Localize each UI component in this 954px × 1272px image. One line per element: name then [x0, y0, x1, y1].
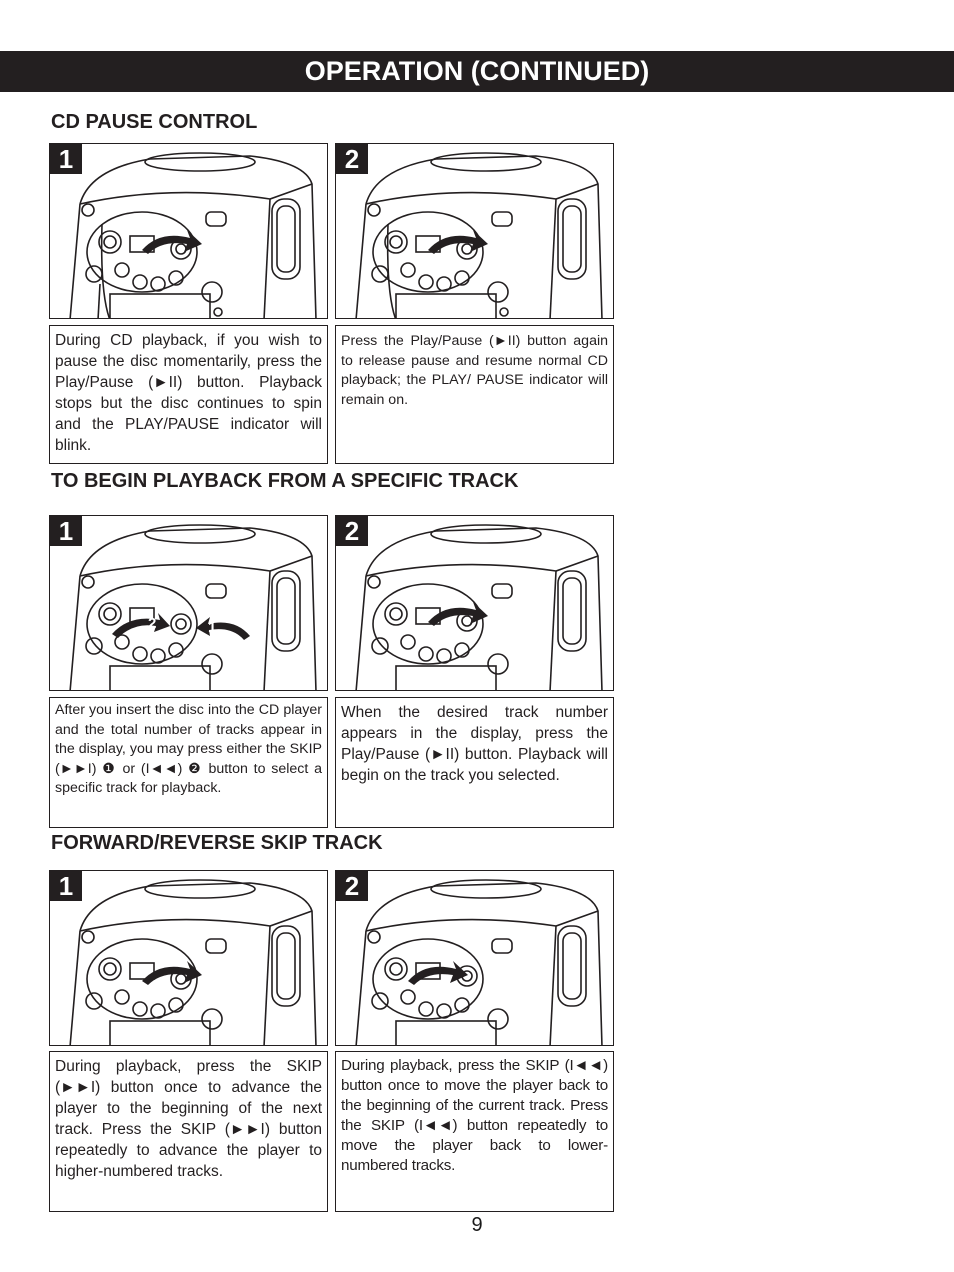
karaoke-player-illustration — [336, 871, 614, 1046]
section-title-cd-pause: CD PAUSE CONTROL — [51, 111, 258, 133]
step-description: During playback, press the SKIP (I◄◄) button once to move the player back to the beginning of the current track. Press the SKIP (I◄◄) button repeatedly to move the player back to lower-numbered tracks. — [335, 1051, 614, 1212]
step-description: During playback, press the SKIP (►►I) button once to advance the player to the beginning of the next track. Press the SKIP (►►I) button repeatedly to advance the player to higher-numbered tracks. — [49, 1051, 328, 1212]
step-description: After you insert the disc into the CD player and the total number of tracks appear in the display, you may press either the SKIP (►►I) ❶ or (I◄◄) ❷ button to select a specific track for playback. — [49, 697, 328, 828]
step-number-badge: 1 — [50, 144, 82, 174]
step-number-badge: 2 — [336, 871, 368, 901]
illustration-track-step-1 — [49, 515, 328, 691]
karaoke-player-illustration — [50, 871, 328, 1046]
section-title-specific-track: TO BEGIN PLAYBACK FROM A SPECIFIC TRACK — [51, 470, 519, 492]
step-description: During CD playback, if you wish to pause the disc momentarily, press the Play/Pause (►II) button. Playback stops but the disc continues to spin and the PLAY/PAUSE indicator will blink. — [49, 325, 328, 464]
karaoke-player-illustration — [50, 516, 328, 691]
step-number-badge: 1 — [50, 516, 82, 546]
illustration-pause-step-1 — [49, 143, 328, 319]
illustration-skip-step-1 — [49, 870, 328, 1046]
page-title: OPERATION (CONTINUED) — [0, 51, 954, 92]
step-description: Press the Play/Pause (►II) button again to release pause and resume normal CD playback; the PLAY/ PAUSE indicator will remain on. — [335, 325, 614, 464]
section-title-skip-track: FORWARD/REVERSE SKIP TRACK — [51, 832, 383, 854]
illustration-pause-step-2 — [335, 143, 614, 319]
step-number-badge: 1 — [50, 871, 82, 901]
karaoke-player-illustration — [336, 144, 614, 319]
callout-number: 2 — [148, 615, 157, 632]
illustration-track-step-2 — [335, 515, 614, 691]
page-number: 9 — [471, 1214, 483, 1236]
callout-number: 1 — [208, 619, 217, 636]
step-number-badge: 2 — [336, 144, 368, 174]
step-description: When the desired track number appears in the display, press the Play/Pause (►II) button. Playback will begin on the track you selected. — [335, 697, 614, 828]
illustration-skip-step-2 — [335, 870, 614, 1046]
karaoke-player-illustration — [50, 144, 328, 319]
karaoke-player-illustration — [336, 516, 614, 691]
step-number-badge: 2 — [336, 516, 368, 546]
